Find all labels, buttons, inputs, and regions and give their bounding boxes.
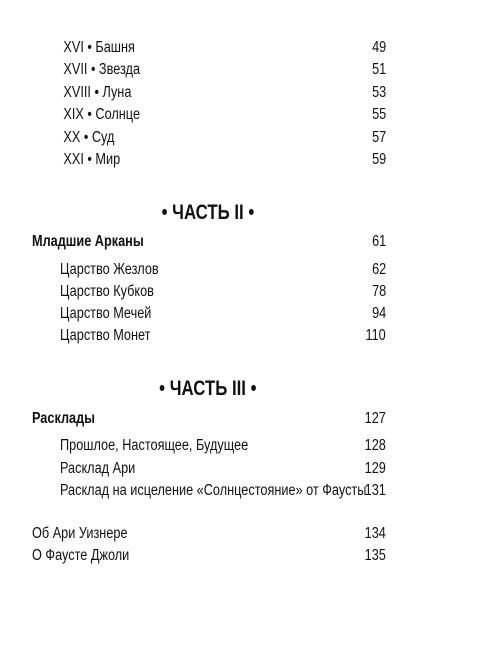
part-heading [0,376,416,402]
toc-entry-label: Царство Мечей [60,305,152,322]
part-heading [0,200,416,226]
toc-entry-label: Прошлое, Настоящее, Будущее [60,437,249,454]
toc-entry-label: Царство Кубков [60,283,154,300]
toc-entry [0,82,488,104]
toc-entry [0,545,488,567]
toc-entry-page: 134 [364,525,386,542]
toc-entry-page: 53 [371,84,386,101]
part-heading-text: • ЧАСТЬ III • [159,377,257,400]
toc-entry-page: 49 [371,39,386,56]
toc-entry-page: 78 [371,283,386,300]
toc-section-label: Младшие Арканы [32,233,144,250]
toc-entry-page: 55 [371,106,386,123]
toc-entry-label: XX • Суд [63,129,115,146]
toc-section-label: Расклады [32,410,96,427]
toc-entry [0,523,488,545]
toc-entry-page: 51 [371,61,386,78]
toc-entry-label: XVIII • Луна [63,84,132,101]
toc-entry [0,149,488,171]
toc-entry-label: Расклад Ари [60,460,136,477]
toc-entry-label: XXI • Мир [63,151,121,168]
toc-entry [0,303,488,325]
toc-entry [0,37,488,59]
toc-entry-label: Царство Жезлов [60,261,159,278]
toc-entry-page: 131 [364,482,386,499]
toc-entry-page: 110 [365,327,386,344]
toc-entry-page: 128 [364,437,386,454]
toc-entry-label: XVI • Башня [63,39,135,56]
toc-entry-label: Об Ари Уизнере [32,525,128,542]
toc-entry-label: Царство Монет [60,327,151,344]
toc-entry [0,59,488,81]
toc-entry-page: 135 [364,547,386,564]
toc-entry [0,435,488,457]
toc-entry [0,325,488,347]
toc-entry [0,259,488,281]
toc-entry-page: 57 [371,129,386,146]
toc-entry-page: 62 [371,261,386,278]
toc-entry [0,281,488,303]
toc-entry-label: XIX • Солнце [63,106,141,123]
toc-entry-label: О Фаусте Джоли [32,547,130,564]
toc-entry [0,458,488,480]
toc-section-page: 127 [364,410,386,427]
toc-entry [0,480,488,502]
toc-entry-page: 59 [371,151,386,168]
toc-section [0,231,488,253]
toc-section [0,408,488,430]
toc-entry [0,104,488,126]
toc-entry-label: Расклад на исцеление «Солнцестояние» от Фаусты [60,482,367,499]
toc-entry-page: 129 [364,460,386,477]
toc-section-page: 61 [371,233,386,250]
toc-entry-page: 94 [371,305,386,322]
toc-entry-label: XVII • Звезда [63,61,141,78]
toc-entry [0,127,488,149]
part-heading-text: • ЧАСТЬ II • [161,201,255,224]
